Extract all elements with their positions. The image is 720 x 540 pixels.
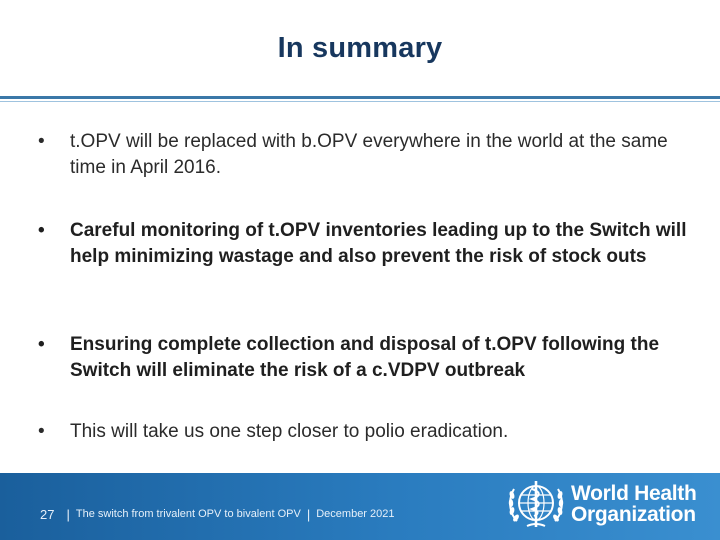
organization-name-line2: Organization <box>571 503 696 526</box>
title-divider-thin <box>0 101 720 102</box>
bullet-item <box>30 129 690 181</box>
who-emblem-icon <box>505 475 567 533</box>
organization-name-line1: World Health <box>571 482 697 505</box>
bullet-marker: • <box>38 334 45 355</box>
footer-caption <box>40 504 395 524</box>
bullet-text: This will take us one step closer to polio eradication. <box>70 421 509 442</box>
bullet-item <box>30 419 690 445</box>
bullet-marker: • <box>38 131 45 152</box>
slide-title: In summary <box>277 32 443 64</box>
bullet-item <box>30 218 690 270</box>
footer-date: December 2021 <box>316 508 395 520</box>
bullet-text: Ensuring complete collection and disposal of t.OPV following the Switch will eliminate the risk of a c.VDPV outbreak <box>70 334 660 381</box>
bullet-text: Careful monitoring of t.OPV inventories leading up to the Switch will help minimizing wastage and also prevent the risk of stock outs <box>70 220 687 267</box>
bullet-text: t.OPV will be replaced with b.OPV everywhere in the world at the same time in April 2016. <box>70 131 668 178</box>
bullet-item <box>30 332 690 384</box>
presentation-title: The switch from trivalent OPV to bivalent OPV <box>75 508 301 520</box>
page-number: 27 <box>40 506 55 522</box>
footer-separator: | <box>66 506 70 522</box>
title-divider <box>0 96 720 99</box>
footer-separator: | <box>306 506 311 522</box>
organization-name <box>571 483 697 525</box>
bullet-marker: • <box>38 421 45 442</box>
who-logo <box>505 473 695 535</box>
bullet-marker: • <box>38 220 45 241</box>
